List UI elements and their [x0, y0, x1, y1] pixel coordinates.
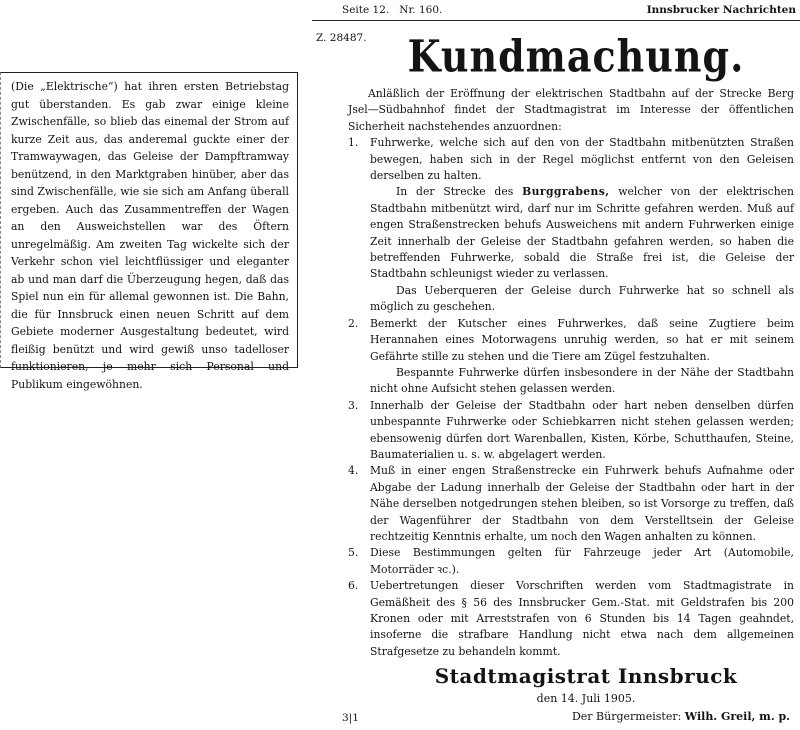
- notice-item-4: [348, 463, 794, 545]
- item-number: 1.: [348, 136, 359, 150]
- notice-item-1: [348, 135, 794, 184]
- mayor-name: Wilh. Greil, m. p.: [684, 710, 790, 723]
- item-text: Muß in einer engen Straßenstrecke ein Fuhrwerk behufs Aufnahme oder Abgabe der Ladung innerhalb der Geleise der Stadtbahn oder hart in der Nähe derselben notgedrungen stehen bleiben, so ist Vorsorge zu treffen, daß der Wagenführer der Stadtbahn von dem Verstelltsein der Geleise rechtzeitig Kenntnis erhalte, um noch den Wagen anhalten zu können.: [370, 464, 794, 543]
- notice-item-6: [348, 578, 794, 660]
- notice-date: den 14. Juli 1905.: [536, 692, 636, 705]
- item-number: 2.: [348, 316, 359, 330]
- item-text: Fuhrwerke, welche sich auf den von der Stadtbahn mitbenützten Straßen bewegen, haben sich in der Regel möglichst entfernt von den Geleisen derselben zu halten.: [370, 136, 794, 183]
- item-number: 5.: [348, 546, 359, 560]
- notice-item-1-sub2: Das Ueberqueren der Geleise durch Fuhrwerke hat so schnell als möglich zu geschehen.: [370, 283, 794, 314]
- mayor-label: Der Bürgermeister:: [571, 710, 682, 723]
- left-article: [0, 72, 298, 391]
- sub-text: welcher von der elektrischen Stadtbahn mitbenützt wird, darf nur im Schritte gefahren werden. Muß auf engen Straßenstrecken behufs Ausweichens mit andern Fuhrwerken einige Zeit innerhalb der Geleise der Stadtbahn gefahren werden, so haben die betreffenden Fuhrwerke, sobald die Straße frei ist, die Geleise der Stadtbahn schleunigst wieder zu verlassen.: [370, 185, 794, 281]
- page-header: [312, 0, 800, 21]
- authority-signature: Stadtmagistrat Innsbruck: [434, 664, 738, 688]
- notice-intro: Anläßlich der Eröffnung der elektrischen Stadtbahn auf der Strecke Berg Jsel—Südbahnhof findet der Stadtmagistrat im Interesse der öffentlichen Sicherheit nachstehendes anzuordnen:: [348, 87, 794, 133]
- header-page-number: Seite 12.: [342, 4, 390, 16]
- sub-text: In der Strecke des: [396, 185, 514, 199]
- header-newspaper-name: Innsbrucker Nachrichten: [646, 4, 796, 16]
- notice-item-1-sub1: [348, 184, 794, 282]
- notice-item-2: [348, 316, 794, 365]
- item-number: 4.: [348, 464, 359, 478]
- item-text: Innerhalb der Geleise der Stadtbahn oder hart neben denselben dürfen unbespannte Fuhrwerke oder Schiebkarren nicht stehen gelassen werden; ebensowenig dürfen dort Warenballen, Kisten, Körbe, Schutthaufen, Steine, Baumaterialien u. s. w. abgelagert werden.: [370, 398, 794, 461]
- item-text: Diese Bestimmungen gelten für Fahrzeuge jeder Art (Automobile, Motorräder ꝛc.).: [370, 546, 794, 576]
- mayor-signature: [572, 710, 790, 723]
- item-number: 3.: [348, 398, 359, 412]
- notice-body: [348, 86, 794, 660]
- item-text: Uebertretungen dieser Vorschriften werden vom Stadtmagistrate in Gemäßheit des § 56 des Innsbrucker Gem.-Stat. mit Geldstrafen bis 200 Kronen oder mit Arreststrafen von 6 Stunden bis 14 Tagen geahndet, insoferne die strafbare Handlung nicht etwa nach dem allgemeinen Strafgesetze zu behandeln kommt.: [370, 579, 794, 658]
- notice-item-3: [348, 398, 794, 464]
- footer-code: 3|1: [342, 712, 359, 724]
- notice-title: Kundmachung.: [407, 30, 745, 82]
- item-number: 6.: [348, 579, 359, 593]
- notice-id: Z. 28487.: [316, 32, 367, 44]
- street-name: Burggrabens,: [522, 185, 610, 199]
- header-issue-number: Nr. 160.: [399, 4, 443, 16]
- notice-item-5: [348, 545, 794, 578]
- left-article-text: (Die „Elektrische“) hat ihren ersten Betriebstag gut überstanden. Es gab zwar einige kleine Zwischenfälle, so blieb das einemal der Strom auf kurze Zeit aus, das anderemal guckte einer der Tramwaywagen, das Geleise der Dampftramway benützend, in den Marktgraben hinüber, aber das sind Zwischenfälle, wie sie sich am Anfang überall ergeben. Auch das Zusammentreffen der Wagen an den Ausweichstellen war des Öftern unregelmäßig. Am zweiten Tag wickelte sich der Verkehr schon viel leichtflüssiger und eleganter ab und man darf die Überzeugung hegen, daß das Spiel nun ein für allemal gewonnen ist. Die Bahn, die für Innsbruck einen neuen Schritt auf dem Gebiete moderner Ausgestaltung bedeutet, wird fleißig benützt und wird gewiß unso tadelloser funktionieren, je mehr sich Personal und Publikum eingewöhnen.: [11, 80, 289, 391]
- item-text: Bemerkt der Kutscher eines Fuhrwerkes, daß seine Zugtiere beim Herannahen eines Motorwagens unruhig werden, so hat er mit seinem Gefährte stille zu stehen und die Tiere am Zügel festzuhalten.: [370, 316, 794, 363]
- notice-item-2-sub: Bespannte Fuhrwerke dürfen insbesondere in der Nähe der Stadtbahn nicht ohne Aufsicht stehen gelassen werden.: [370, 365, 794, 396]
